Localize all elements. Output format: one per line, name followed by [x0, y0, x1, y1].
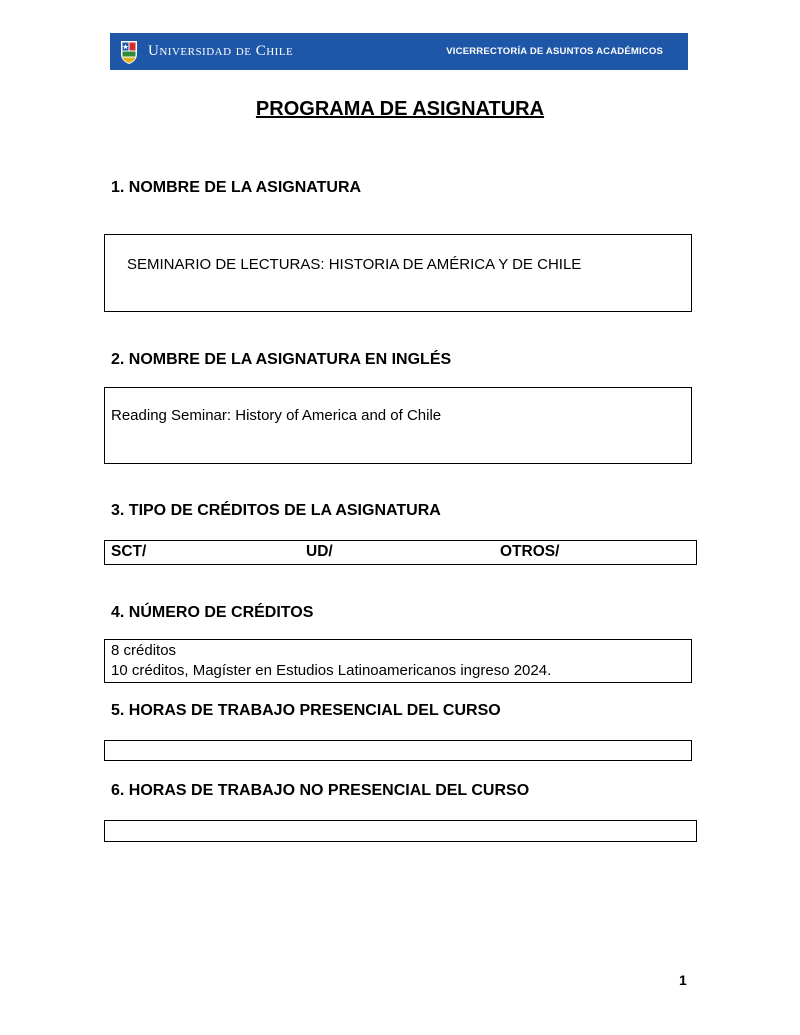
- credits-line-1: 8 créditos: [111, 642, 177, 659]
- vicerrectoria-label: VICERRECTORÍA DE ASUNTOS ACADÉMICOS: [446, 46, 663, 57]
- course-name-english-value: Reading Seminar: History of America and of Chile: [111, 407, 442, 424]
- credit-type-otros: OTROS/: [500, 543, 560, 560]
- header-banner: [110, 33, 688, 70]
- section-5-heading: 5. HORAS DE TRABAJO PRESENCIAL DEL CURSO: [111, 702, 501, 719]
- section-6-heading: 6. HORAS DE TRABAJO NO PRESENCIAL DEL CURSO: [111, 782, 530, 799]
- section-6-box: [104, 820, 697, 842]
- credit-type-box: [104, 540, 697, 565]
- university-seal-icon: [119, 39, 139, 65]
- credit-type-ud: UD/: [306, 543, 333, 560]
- section-1-heading: 1. NOMBRE DE LA ASIGNATURA: [111, 179, 362, 196]
- section-1-box: [104, 234, 692, 312]
- course-name-value: SEMINARIO DE LECTURAS: HISTORIA DE AMÉRICA Y DE CHILE: [127, 256, 582, 273]
- section-5-box: [104, 740, 692, 761]
- section-2-heading: 2. NOMBRE DE LA ASIGNATURA EN INGLÉS: [111, 351, 452, 368]
- page-number: 1: [679, 972, 687, 988]
- section-3-heading: 3. TIPO DE CRÉDITOS DE LA ASIGNATURA: [111, 502, 441, 519]
- section-4-box: [104, 639, 692, 683]
- page-title: PROGRAMA DE ASIGNATURA: [255, 98, 545, 120]
- section-4-heading: 4. NÚMERO DE CRÉDITOS: [111, 604, 314, 621]
- section-2-box: [104, 387, 692, 464]
- university-brand: [119, 39, 293, 65]
- university-name: Universidad de Chile: [148, 43, 294, 59]
- credit-type-sct: SCT/: [111, 543, 147, 560]
- credits-line-2: 10 créditos, Magíster en Estudios Latinoamericanos ingreso 2024.: [111, 662, 552, 679]
